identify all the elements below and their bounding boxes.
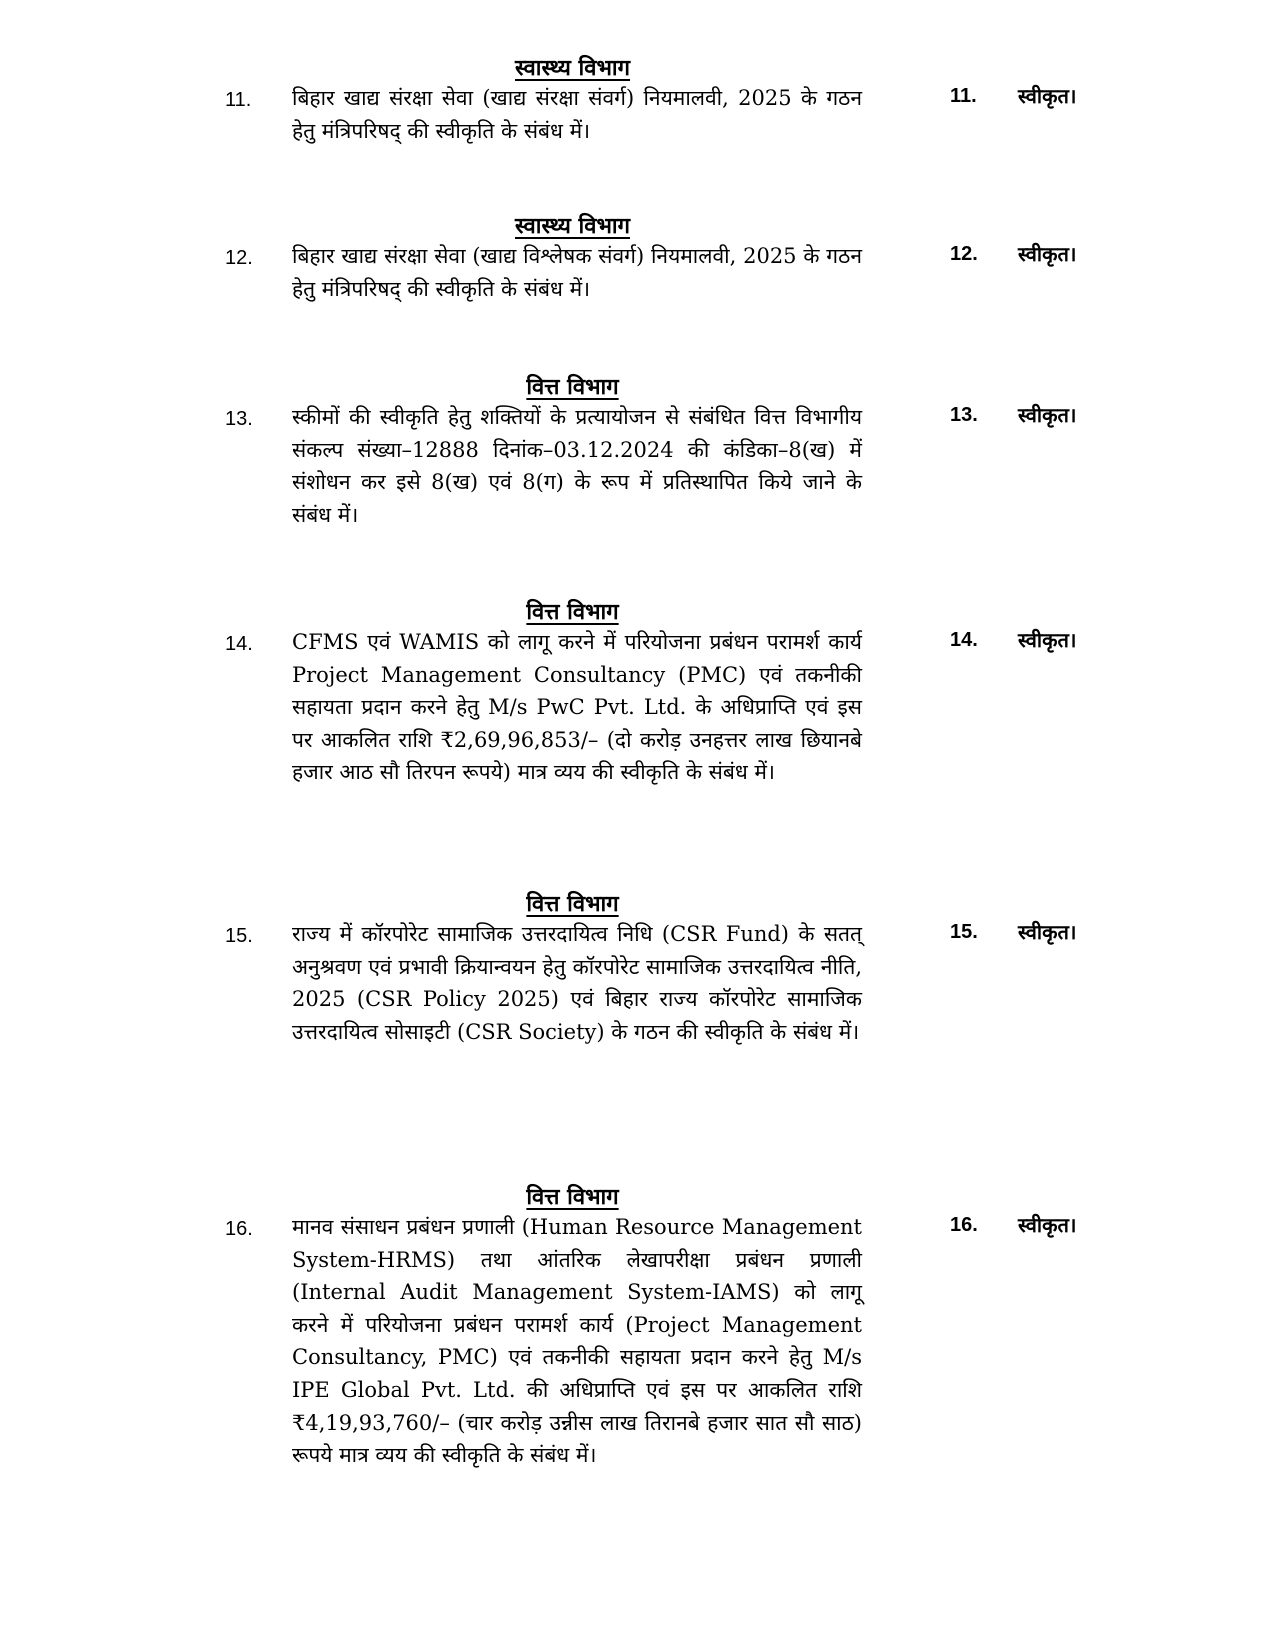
department-heading-text: वित्त विभाग xyxy=(526,892,619,917)
department-heading xyxy=(285,600,860,626)
item-description: स्कीमों की स्वीकृति हेतु शक्तियों के प्रत्यायोजन से संबंधित वित्त विभागीय संकल्प संख्या–12888 दिनांक–03.12.2024 की कंडिका–8(ख) में संशोधन कर इसे 8(ख) एवं 8(ग) के रूप में प्रतिस्थापित किये जाने के संबंध में। xyxy=(292,405,862,527)
department-heading xyxy=(285,892,860,918)
result-number: 11. xyxy=(950,85,977,107)
result-status: स्वीकृत। xyxy=(1018,628,1077,652)
department-heading-text: वित्त विभाग xyxy=(526,600,619,625)
result-status: स्वीकृत। xyxy=(1018,920,1077,944)
result-status: स्वीकृत। xyxy=(1018,84,1077,108)
department-heading xyxy=(285,375,860,401)
result-number: 15. xyxy=(950,921,978,943)
item-description: बिहार खाद्य संरक्षा सेवा (खाद्य संरक्षा संवर्ग) नियमालवी, 2025 के गठन हेतु मंत्रिपरिषद् की स्वीकृति के संबंध में। xyxy=(292,86,862,143)
result-status: स्वीकृत। xyxy=(1018,403,1077,427)
item-number: 12. xyxy=(225,247,253,269)
item-description: मानव संसाधन प्रबंधन प्रणाली (Human Resource Management System-HRMS) तथा आंतरिक लेखापरीक्षा प्रबंधन प्रणाली (Internal Audit Management System-IAMS) को लागू करने में परियोजना प्रबंधन परामर्श कार्य (Project Management Consultancy, PMC) एवं तकनीकी सहायता प्रदान करने हेतु M/s IPE Global Pvt. Ltd. की अधिप्राप्ति एवं इस पर आकलित राशि ₹4,19,93,760/– (चार करोड़ उन्नीस लाख तिरानबे हजार सात सौ साठ) रूपये मात्र व्यय की स्वीकृति के संबंध में। xyxy=(292,1215,862,1468)
item-number: 13. xyxy=(225,408,253,430)
department-heading-text: स्वास्थ्य विभाग xyxy=(515,214,630,239)
department-heading xyxy=(285,214,860,240)
item-description: राज्य में कॉरपोरेट सामाजिक उत्तरदायित्व निधि (CSR Fund) के सतत् अनुश्रवण एवं प्रभावी क्रियान्वयन हेतु कॉरपोरेट सामाजिक उत्तरदायित्व नीति, 2025 (CSR Policy 2025) एवं बिहार राज्य कॉरपोरेट सामाजिक उत्तरदायित्व सोसाइटी (CSR Society) के गठन की स्वीकृति के संबंध में। xyxy=(292,922,862,1044)
item-number: 11. xyxy=(225,89,252,111)
result-number: 14. xyxy=(950,629,978,651)
item-number: 14. xyxy=(225,633,253,655)
department-heading xyxy=(285,56,860,82)
department-heading-text: स्वास्थ्य विभाग xyxy=(515,56,630,81)
result-number: 16. xyxy=(950,1214,978,1236)
department-heading xyxy=(285,1185,860,1211)
result-number: 12. xyxy=(950,243,978,265)
item-description: बिहार खाद्य संरक्षा सेवा (खाद्य विश्लेषक संवर्ग) नियमालवी, 2025 के गठन हेतु मंत्रिपरिषद् की स्वीकृति के संबंध में। xyxy=(292,244,862,301)
item-description: CFMS एवं WAMIS को लागू करने में परियोजना प्रबंधन परामर्श कार्य Project Management Consultancy (PMC) एवं तकनीकी सहायता प्रदान करने हेतु M/s PwC Pvt. Ltd. के अधिप्राप्ति एवं इस पर आकलित राशि ₹2,69,96,853/– (दो करोड़ उनहत्तर लाख छियानबे हजार आठ सौ तिरपन रूपये) मात्र व्यय की स्वीकृति के संबंध में। xyxy=(292,630,862,785)
result-status: स्वीकृत। xyxy=(1018,1213,1077,1237)
item-number: 15. xyxy=(225,925,253,947)
department-heading-text: वित्त विभाग xyxy=(526,375,619,400)
item-number: 16. xyxy=(225,1218,253,1240)
result-number: 13. xyxy=(950,404,978,426)
department-heading-text: वित्त विभाग xyxy=(526,1185,619,1210)
result-status: स्वीकृत। xyxy=(1018,242,1077,266)
